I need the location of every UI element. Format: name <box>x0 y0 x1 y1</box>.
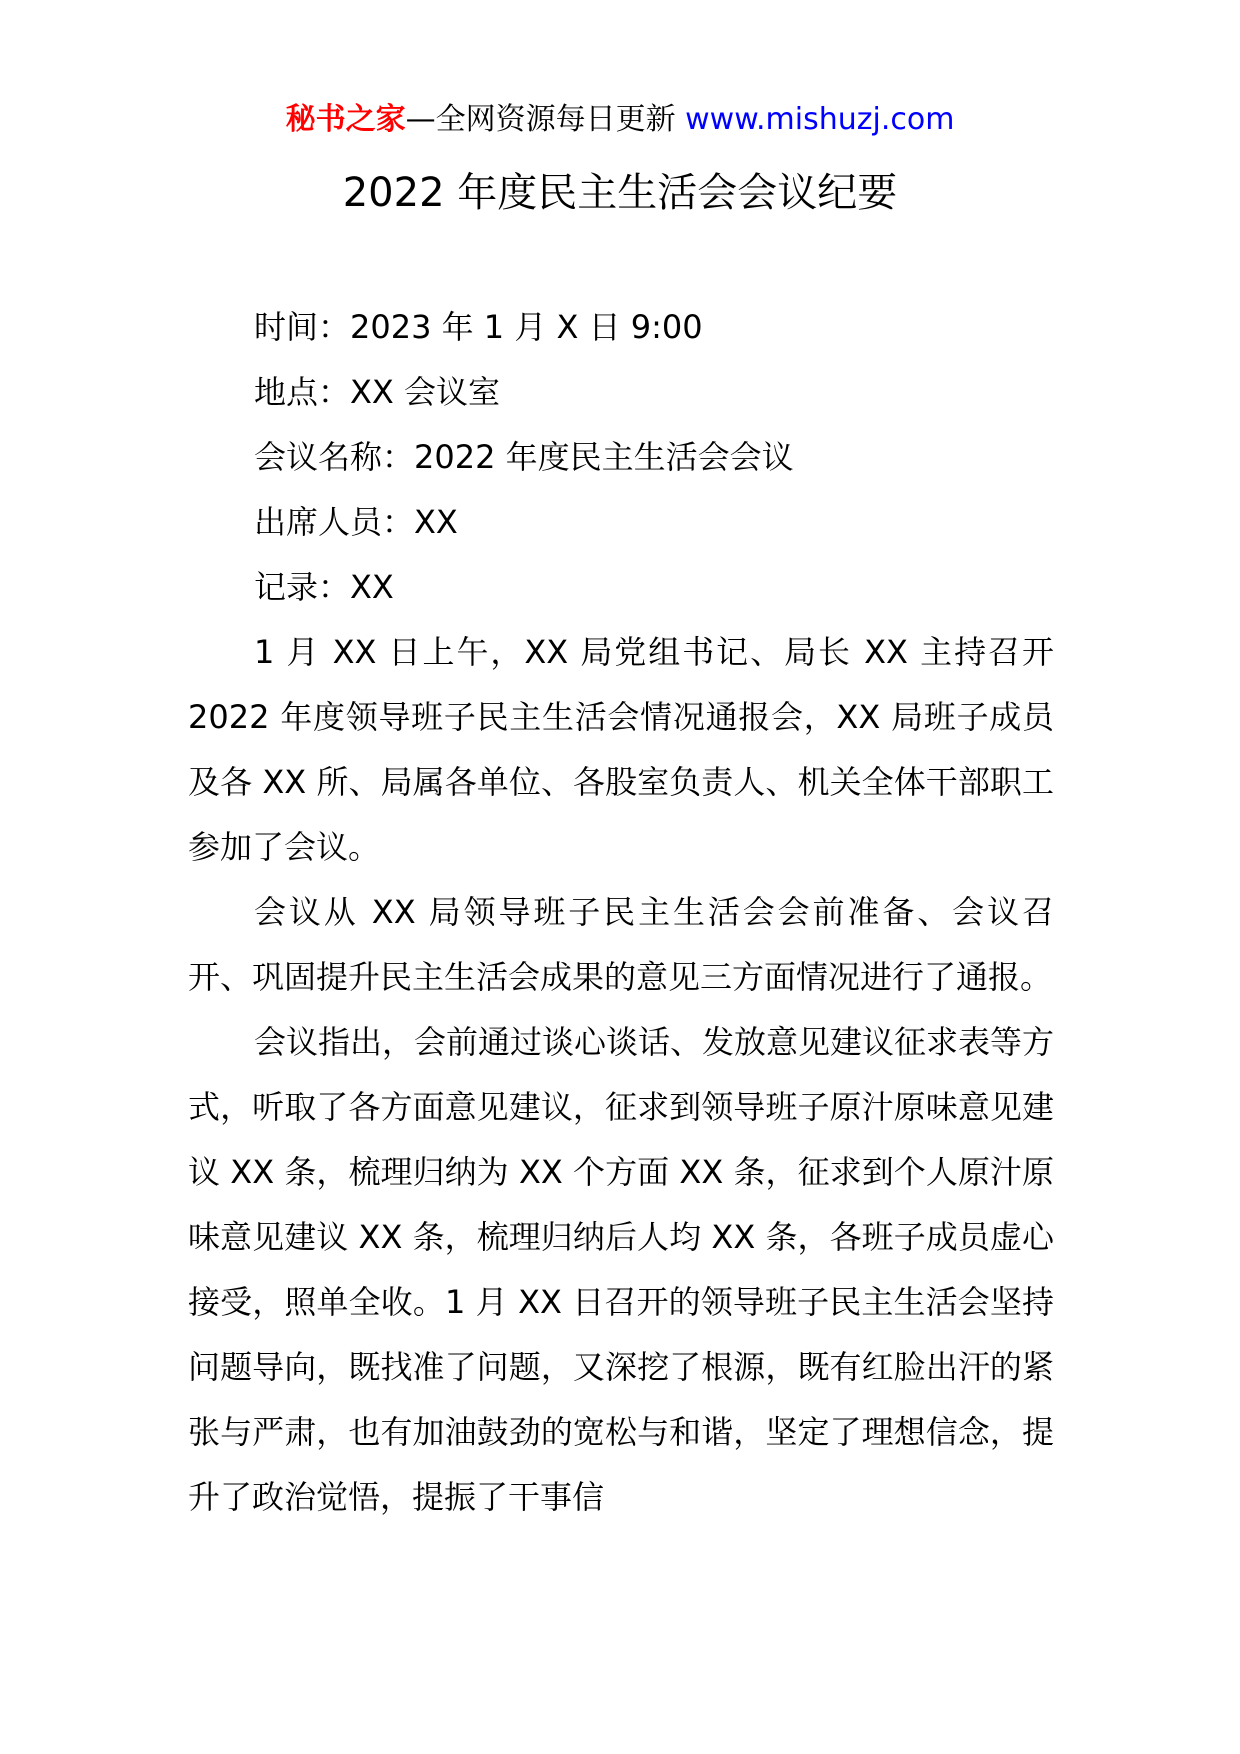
document-body <box>188 295 1054 1530</box>
meeting-attendees: 出席人员：XX <box>254 503 458 541</box>
header-banner <box>0 100 1240 140</box>
meeting-location: 地点：XX 会议室 <box>254 373 501 411</box>
header-tagline: —全网资源每日更新 <box>405 102 686 137</box>
body-paragraph: 会议指出，会前通过谈心谈话、发放意见建议征求表等方式，听取了各方面意见建议，征求到领导班子原汁原味意见建议 XX 条，梳理归纳为 XX 个方面 XX 条，征求到个人原汁原味意见建议 XX 条，梳理归纳后人均 XX 条，各班子成员虚心接受，照单全收。1 月 XX 日召开的领导班子民主生活会坚持问题导向，既找准了问题，又深挖了根源，既有红脸出汗的紧张与严肃，也有加油鼓劲的宽松与和谐，坚定了理想信念，提升了政治觉悟，提振了干事信 <box>188 1023 1055 1516</box>
document-title: 2022 年度民主生活会会议纪要 <box>342 170 898 216</box>
site-url-link[interactable]: www.mishuzj.com <box>685 102 955 137</box>
meeting-time: 时间：2023 年 1 月 X 日 9:00 <box>254 308 703 346</box>
body-paragraph: 会议从 XX 局领导班子民主生活会会前准备、会议召开、巩固提升民主生活会成果的意见三方面情况进行了通报。 <box>188 893 1054 996</box>
meeting-recorder: 记录：XX <box>254 568 394 606</box>
brand-name: 秘书之家 <box>285 102 406 137</box>
body-paragraph: 1 月 XX 日上午，XX 局党组书记、局长 XX 主持召开 2022 年度领导班子民主生活会情况通报会，XX 局班子成员及各 XX 所、局属各单位、各股室负责人、机关全体干部职工参加了会议。 <box>188 633 1054 866</box>
meeting-name: 会议名称：2022 年度民主生活会会议 <box>254 438 794 476</box>
